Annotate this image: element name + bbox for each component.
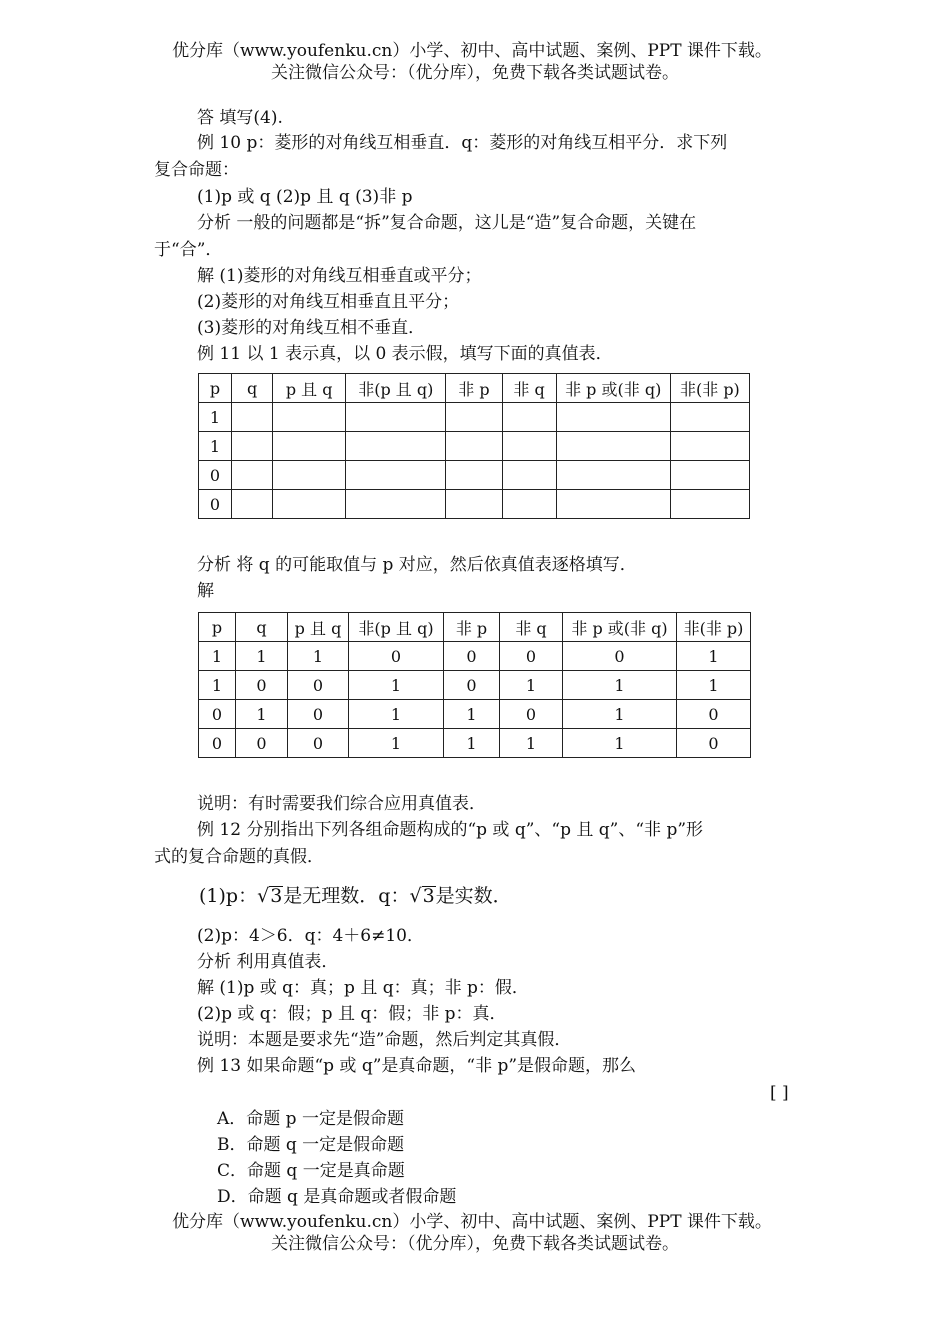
table-cell: 1 — [677, 671, 751, 700]
table-cell: 0 — [349, 642, 444, 671]
table-cell — [273, 461, 346, 490]
table-header-cell: 非 p — [446, 374, 502, 403]
table-cell: 0 — [677, 729, 751, 758]
example-10-solution-2: (2)菱形的对角线互相垂直且平分； — [197, 292, 460, 312]
radicand: 3 — [422, 885, 435, 907]
table-cell — [670, 461, 749, 490]
example-10-analysis: 分析 一般的问题都是“拆”复合命题，这儿是“造”复合命题，关键在 — [197, 213, 697, 233]
table-header-cell: 非(非 p) — [670, 374, 749, 403]
table-cell: 1 — [236, 700, 288, 729]
example-12-proposition-1 — [199, 885, 512, 907]
table-header-cell: p — [199, 374, 232, 403]
prop1-prefix: (1)p： — [199, 885, 258, 907]
table-cell — [232, 490, 273, 519]
table-header-cell: 非(非 p) — [677, 613, 751, 642]
table-header-cell: 非(p 且 q) — [346, 374, 446, 403]
table-cell — [232, 461, 273, 490]
table-cell — [446, 432, 502, 461]
previous-answer: 答 填写(4). — [197, 108, 283, 128]
option-d: D．命题 q 是真命题或者假命题 — [217, 1187, 457, 1207]
table-cell: 1 — [199, 403, 232, 432]
table-cell: 1 — [199, 432, 232, 461]
table-row — [199, 403, 750, 432]
table-header-cell: 非 p 或(非 q) — [556, 374, 670, 403]
example-12-note: 说明：本题是要求先“造”命题，然后判定其真假． — [197, 1030, 572, 1050]
answer-bracket: [ ] — [770, 1083, 789, 1103]
table-cell: 1 — [349, 700, 444, 729]
table-cell — [273, 403, 346, 432]
table-header-row — [199, 613, 751, 642]
table-cell — [346, 490, 446, 519]
example-10-solution-1: 解 (1)菱形的对角线互相垂直或平分； — [197, 266, 482, 286]
table-cell: 1 — [500, 729, 563, 758]
option-b: B．命题 q 一定是假命题 — [217, 1135, 405, 1155]
table-cell — [346, 403, 446, 432]
table-cell — [346, 461, 446, 490]
table-cell — [556, 490, 670, 519]
example-11-note: 说明：有时需要我们综合应用真值表． — [197, 794, 486, 814]
table-cell — [446, 403, 502, 432]
table-cell — [670, 403, 749, 432]
table-cell: 0 — [677, 700, 751, 729]
radicand: 3 — [270, 885, 283, 907]
table-cell: 0 — [236, 729, 288, 758]
table-cell: 0 — [288, 700, 349, 729]
example-10-title: 例 10 p：菱形的对角线互相垂直．q：菱形的对角线互相平分．求下列 — [197, 133, 728, 153]
table-cell: 1 — [199, 671, 236, 700]
example-12-title: 例 12 分别指出下列各组命题构成的“p 或 q”、“p 且 q”、“非 p”形 — [197, 820, 704, 840]
table-cell: 0 — [288, 671, 349, 700]
table-cell: 0 — [563, 642, 677, 671]
table-header-cell: 非 p — [444, 613, 500, 642]
table-row — [199, 700, 751, 729]
truth-table-blank — [198, 373, 750, 519]
table-cell: 1 — [677, 642, 751, 671]
example-11-analysis: 分析 将 q 的可能取值与 p 对应，然后依真值表逐格填写． — [197, 555, 637, 575]
table-header-cell: 非 p 或(非 q) — [563, 613, 677, 642]
example-10-solution-3: (3)菱形的对角线互相不垂直． — [197, 318, 426, 338]
table-cell — [502, 490, 556, 519]
table-row — [199, 490, 750, 519]
table-header-cell: q — [236, 613, 288, 642]
table-cell — [502, 461, 556, 490]
table-header-cell: 非 q — [502, 374, 556, 403]
table-cell — [556, 432, 670, 461]
table-cell: 1 — [500, 671, 563, 700]
page-footer-line1: 优分库（www.youfenku.cn）小学、初中、高中试题、案例、PPT 课件下载。 — [172, 1212, 772, 1232]
prop1-end: 是实数． — [435, 885, 512, 907]
table-header-cell: 非(p 且 q) — [349, 613, 444, 642]
table-header-cell: q — [232, 374, 273, 403]
radical-sign-icon: √ — [257, 885, 270, 907]
table-cell — [446, 490, 502, 519]
table-cell: 1 — [563, 671, 677, 700]
table-header-cell: p — [199, 613, 236, 642]
table-cell: 0 — [236, 671, 288, 700]
table-row — [199, 642, 751, 671]
example-10-title-cont: 复合命题： — [154, 160, 239, 180]
table-cell: 0 — [199, 490, 232, 519]
example-10-parts: (1)p 或 q (2)p 且 q (3)非 p — [197, 187, 413, 207]
table-cell: 0 — [500, 700, 563, 729]
example-11-solution-label: 解 — [197, 581, 214, 601]
prop1-middle: 是无理数．q： — [283, 885, 410, 907]
table-cell: 1 — [199, 642, 236, 671]
table-cell: 1 — [563, 700, 677, 729]
page-header-line1: 优分库（www.youfenku.cn）小学、初中、高中试题、案例、PPT 课件下载。 — [172, 41, 772, 61]
example-12-title-cont: 式的复合命题的真假． — [154, 847, 324, 867]
example-12-analysis: 分析 利用真值表． — [197, 952, 339, 972]
example-12-solution-1: 解 (1)p 或 q：真；p 且 q：真；非 p：假． — [197, 978, 529, 998]
table-cell — [556, 461, 670, 490]
table-row — [199, 432, 750, 461]
table-cell — [670, 432, 749, 461]
table-cell: 1 — [349, 671, 444, 700]
table-header-cell: 非 q — [500, 613, 563, 642]
option-c: C．命题 q 一定是真命题 — [217, 1161, 405, 1181]
table-cell: 0 — [199, 729, 236, 758]
table-cell — [502, 432, 556, 461]
table-header-cell: p 且 q — [273, 374, 346, 403]
example-13-stem: 例 13 如果命题“p 或 q”是真命题，“非 p”是假命题，那么 — [197, 1056, 637, 1076]
example-11-title: 例 11 以 1 表示真，以 0 表示假，填写下面的真值表． — [197, 344, 613, 364]
table-row — [199, 729, 751, 758]
table-cell: 0 — [199, 700, 236, 729]
option-a: A．命题 p 一定是假命题 — [217, 1109, 404, 1129]
table-cell — [232, 432, 273, 461]
table-cell: 1 — [349, 729, 444, 758]
table-cell — [273, 432, 346, 461]
table-cell: 1 — [236, 642, 288, 671]
table-header-cell: p 且 q — [288, 613, 349, 642]
radical-sign-icon: √ — [409, 885, 422, 907]
table-cell — [273, 490, 346, 519]
truth-table-filled — [198, 612, 751, 758]
table-cell: 0 — [500, 642, 563, 671]
table-cell: 0 — [444, 671, 500, 700]
table-cell: 1 — [288, 642, 349, 671]
table-cell — [556, 403, 670, 432]
example-12-solution-2: (2)p 或 q：假；p 且 q：假；非 p：真． — [197, 1004, 507, 1024]
table-cell: 0 — [199, 461, 232, 490]
page-header-line2: 关注微信公众号：（优分库），免费下载各类试题试卷。 — [271, 63, 679, 83]
table-cell: 1 — [444, 729, 500, 758]
table-cell — [232, 403, 273, 432]
table-cell: 1 — [563, 729, 677, 758]
table-cell — [502, 403, 556, 432]
table-cell: 1 — [444, 700, 500, 729]
table-cell: 0 — [288, 729, 349, 758]
table-cell: 0 — [444, 642, 500, 671]
table-row — [199, 461, 750, 490]
sqrt-expression — [257, 885, 283, 907]
table-row — [199, 671, 751, 700]
example-10-analysis-cont: 于“合”． — [154, 240, 223, 260]
example-12-proposition-2: (2)p：4＞6．q：4＋6≠10． — [197, 926, 424, 946]
sqrt-expression — [409, 885, 435, 907]
table-cell — [346, 432, 446, 461]
table-cell — [670, 490, 749, 519]
table-header-row — [199, 374, 750, 403]
page-footer-line2: 关注微信公众号：（优分库），免费下载各类试题试卷。 — [271, 1234, 679, 1254]
table-cell — [446, 461, 502, 490]
